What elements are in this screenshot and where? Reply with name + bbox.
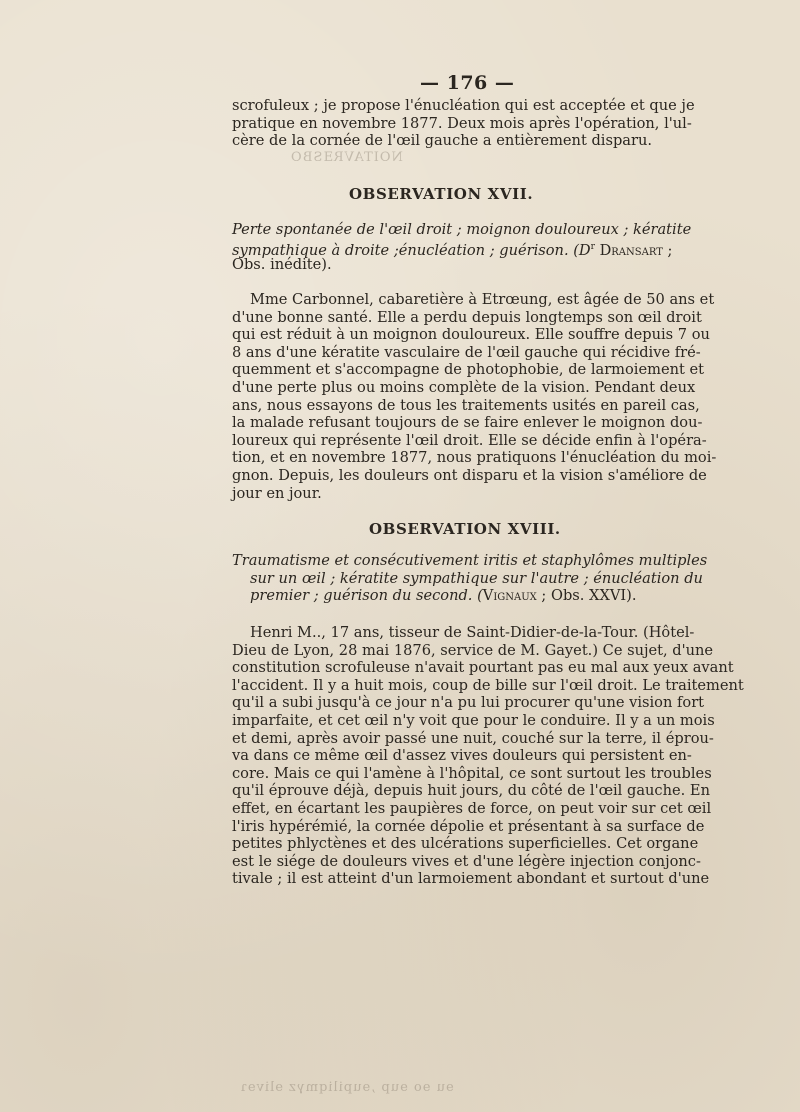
author-separator: ; — [662, 241, 673, 259]
text-line: la malade refusant toujours de se faire enlever le moignon dou- — [232, 414, 703, 432]
doctor-superscript: r — [590, 241, 595, 252]
intro-paragraph — [232, 97, 695, 150]
text-line: imparfaite, et cet œil n'y voit que pour le conduire. Il y a un mois — [232, 711, 715, 729]
text-line: Mme Carbonnel, cabaretière à Etrœung, est âgée de 50 ans et — [250, 291, 715, 308]
author-name: Vignaux — [482, 587, 537, 605]
summary-text: premier ; guérison du second. ( — [250, 587, 483, 605]
text-line: gnon. Depuis, les douleurs ont disparu et la vision s'améliore de — [232, 466, 707, 484]
text-line: scrofuleux ; je propose l'énucléation qui est acceptée et que je — [232, 97, 695, 114]
author-separator: ; Obs. XXVI). — [536, 587, 637, 605]
page-number: — 176 — — [420, 72, 515, 94]
summary-line: Perte spontanée de l'œil droit ; moignon douloureux ; kératite — [232, 221, 692, 238]
text-line: jour en jour. — [232, 484, 322, 502]
text-line: qu'il éprouve déjà, depuis huit jours, du côté de l'œil gauche. En — [232, 782, 710, 800]
text-line: ans, nous essayons de tous les traitements usités en pareil cas, — [232, 396, 700, 414]
observation-18-body — [232, 624, 744, 888]
text-line: constitution scrofuleuse n'avait pourtant pas eu mal aux yeux avant — [232, 659, 734, 677]
text-line: pratique en novembre 1877. Deux mois après l'opération, l'ul- — [232, 114, 692, 132]
show-through-text-bottom: ɘu ɘo ɘup ,ɘupiliqmγz ɘlivɘɿ — [240, 1080, 454, 1095]
text-line: d'une bonne santé. Elle a perdu depuis longtemps son œil droit — [232, 308, 702, 326]
show-through-text: NOITAVRƎSBO — [290, 150, 403, 165]
text-line: et demi, après avoir passé une nuit, couché sur la terre, il éprou- — [232, 729, 714, 747]
summary-line-author — [232, 239, 672, 257]
text-line: tion, et en novembre 1877, nous pratiquons l'énucléation du moi- — [232, 449, 717, 467]
summary-line-author — [232, 587, 672, 605]
observation-18-heading: OBSERVATION XVIII. — [369, 520, 561, 538]
text-line: va dans ce même œil d'assez vives douleurs qui persistent en- — [232, 747, 692, 765]
text-line: effet, en écartant les paupières de force, on peut voir sur cet œil — [232, 799, 712, 817]
observation-18-summary — [232, 552, 708, 605]
text-line: l'iris hypérémié, la cornée dépolie et présentant à sa surface de — [232, 817, 705, 835]
text-line: 8 ans d'une kératite vasculaire de l'œil gauche qui récidive fré- — [232, 343, 701, 361]
text-line: qu'il a subi jusqu'à ce jour n'a pu lui procurer qu'une vision fort — [232, 694, 705, 712]
summary-text: sympathique à droite ;énucléation ; guérison. (D — [232, 241, 591, 259]
text-line: l'accident. Il y a huit mois, coup de bille sur l'œil droit. Le traitement — [232, 676, 744, 694]
author-name: Dransart — [599, 241, 663, 259]
text-line: qui est réduit à un moignon douloureux. Elle souffre depuis 7 ou — [232, 326, 710, 344]
text-line: Dieu de Lyon, 28 mai 1876, service de M. Gayet.) Ce sujet, d'une — [232, 641, 714, 659]
text-line: core. Mais ce qui l'amène à l'hôpital, ce sont surtout les troubles — [232, 764, 712, 782]
text-line: cère de la cornée de l'œil gauche a entièrement disparu. — [232, 132, 653, 150]
summary-line: Obs. inédite). — [232, 256, 332, 274]
observation-17-heading: OBSERVATION XVII. — [349, 185, 534, 203]
text-line: loureux qui représente l'œil droit. Elle se décide enfin à l'opéra- — [232, 431, 707, 449]
summary-line: Traumatisme et consécutivement iritis et staphylômes multiples — [232, 552, 708, 569]
summary-line: sur un œil ; kératite sympathique sur l'autre ; énucléation du — [250, 569, 703, 587]
text-line: quemment et s'accompagne de photophobie, de larmoiement et — [232, 361, 704, 379]
text-line: est le siége de douleurs vives et d'une légère injection conjonc- — [232, 852, 701, 870]
text-line: petites phlyctènes et des ulcérations superficielles. Cet organe — [232, 835, 699, 853]
text-line: Henri M.., 17 ans, tisseur de Saint-Didier-de-la-Tour. (Hôtel- — [250, 624, 695, 641]
text-line: d'une perte plus ou moins complète de la vision. Pendant deux — [232, 378, 696, 396]
observation-17-summary — [232, 221, 692, 274]
text-line: tivale ; il est atteint d'un larmoiement abondant et surtout d'une — [232, 870, 710, 888]
observation-17-body — [232, 291, 717, 502]
